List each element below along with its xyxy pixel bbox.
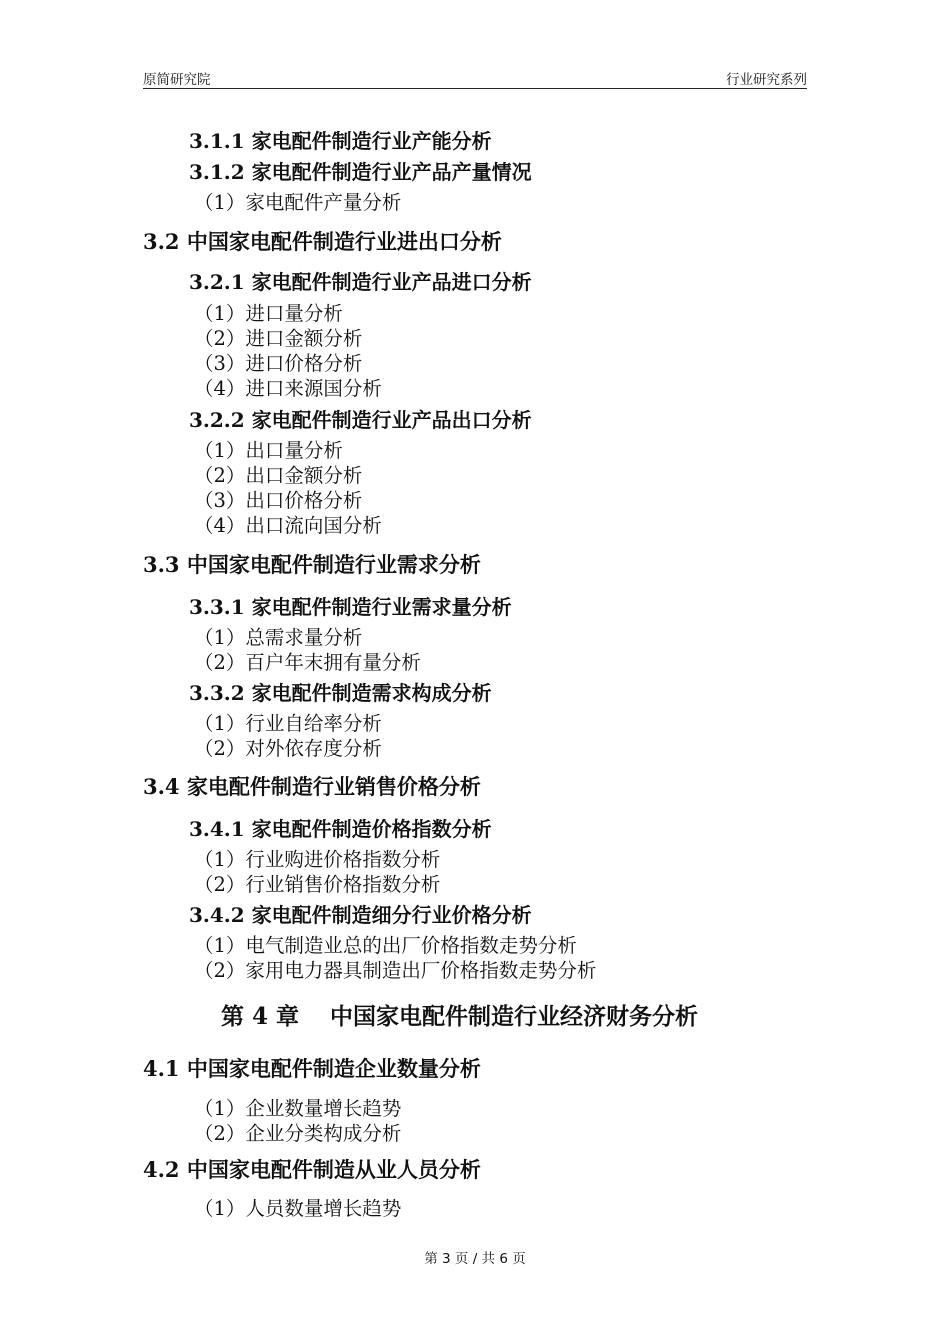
header-series: 行业研究系列: [726, 72, 807, 88]
toc-subsection: 3.1.2 家电配件制造行业产品产量情况: [189, 160, 532, 184]
toc-item: （1）进口量分析: [194, 302, 343, 325]
header-org: 原简研究院: [143, 72, 211, 88]
toc-item: （3）进口价格分析: [194, 352, 363, 375]
toc-chapter: 第 4 章 中国家电配件制造行业经济财务分析: [221, 1003, 699, 1030]
toc-subsection: 3.4.1 家电配件制造价格指数分析: [189, 817, 492, 841]
toc-item: （4）出口流向国分析: [194, 514, 382, 537]
toc-item: （3）出口价格分析: [194, 489, 363, 512]
toc-section: 4.2 中国家电配件制造从业人员分析: [143, 1157, 481, 1182]
toc-item: （1）家电配件产量分析: [194, 191, 402, 214]
toc-item: （4）进口来源国分析: [194, 377, 382, 400]
toc-item: （1）电气制造业总的出厂价格指数走势分析: [194, 934, 577, 957]
page-number: 第 3 页 / 共 6 页: [424, 1251, 526, 1267]
toc-subsection: 3.3.2 家电配件制造需求构成分析: [189, 681, 492, 705]
toc-item: （2）百户年末拥有量分析: [194, 651, 421, 674]
toc-item: （2）出口金额分析: [194, 464, 363, 487]
toc-item: （2）行业销售价格指数分析: [194, 873, 441, 896]
toc-subsection: 3.2.1 家电配件制造行业产品进口分析: [189, 270, 532, 294]
toc-section: 3.3 中国家电配件制造行业需求分析: [143, 552, 481, 577]
toc-item: （2）家用电力器具制造出厂价格指数走势分析: [194, 959, 597, 982]
toc-section: 4.1 中国家电配件制造企业数量分析: [143, 1056, 481, 1081]
toc-subsection: 3.4.2 家电配件制造细分行业价格分析: [189, 903, 532, 927]
toc-item: （1）出口量分析: [194, 439, 343, 462]
toc-item: （2）进口金额分析: [194, 327, 363, 350]
toc-item: （1）企业数量增长趋势: [194, 1097, 402, 1120]
toc-subsection: 3.3.1 家电配件制造行业需求量分析: [189, 595, 512, 619]
toc-section: 3.2 中国家电配件制造行业进出口分析: [143, 229, 502, 254]
toc-subsection: 3.1.1 家电配件制造行业产能分析: [189, 129, 492, 153]
page-header: [143, 68, 807, 89]
toc-item: （1）总需求量分析: [194, 626, 363, 649]
toc-item: （1）行业购进价格指数分析: [194, 848, 441, 871]
toc-item: （1）人员数量增长趋势: [194, 1197, 402, 1220]
toc-subsection: 3.2.2 家电配件制造行业产品出口分析: [189, 408, 532, 432]
toc-item: （2）对外依存度分析: [194, 737, 382, 760]
toc-item: （1）行业自给率分析: [194, 712, 382, 735]
toc-section: 3.4 家电配件制造行业销售价格分析: [143, 774, 481, 799]
toc-item: （2）企业分类构成分析: [194, 1122, 402, 1145]
